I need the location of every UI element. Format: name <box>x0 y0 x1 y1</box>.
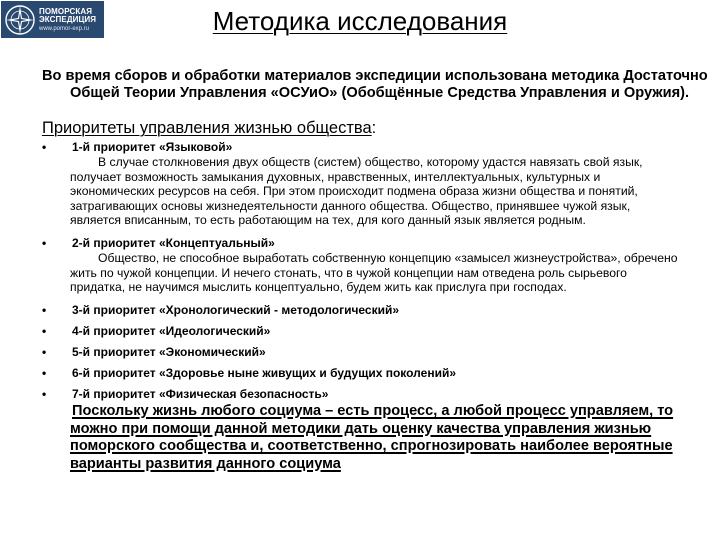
list-item <box>42 302 682 318</box>
list-item <box>42 344 682 360</box>
bullet-icon: • <box>42 235 47 250</box>
priority-label: 6-й приоритет «Здоровье ныне живущих и будущих поколений» <box>72 365 456 380</box>
priority-description: Общество, не способное выработать собственную концепцию «замысел жизнеустройства», обречено жить по чужой концепции. И нечего стонать, что в чужой концепции нам отведена роль сырьевого придатка, не научимся мыслить концептуально, будем жить как прислуга при господах. <box>70 250 678 295</box>
list-item <box>42 139 682 155</box>
priority-label: 1-й приоритет «Языковой» <box>72 140 233 154</box>
bullet-icon: • <box>42 365 47 380</box>
logo-line-2: ЭКСПЕДИЦИЯ <box>39 14 97 24</box>
list-item <box>42 365 682 381</box>
list-item <box>42 386 682 402</box>
priority-description: В случае столкновения двух обществ (систем) общество, которому удастся навязать свой язык, получает возможность замыкания духовных, нравственных, интеллектуальных, культурных и экономических ресурсов на себя. При этом происходит подмена образа жизни общества и понятий, затрагивающих основы жизнедеятельности данного общества. Общество, принявшее чужой язык, является вписанным, то есть работающим на тех, для кого данный язык является родным. <box>70 155 643 228</box>
logo-url: www.pomor-exp.ru <box>39 25 90 32</box>
bullet-icon: • <box>42 323 47 338</box>
bullet-icon: • <box>42 302 47 317</box>
page-title: Методика исследования <box>212 6 508 36</box>
priority-label: 7-й приоритет «Физическая безопасность» <box>72 386 329 401</box>
priority-label: 2-й приоритет «Концептуальный» <box>72 235 275 250</box>
conclusion-paragraph: Поскольку жизнь любого социума – есть процесс, а любой процесс управляем, то можно при помощи данной методики дать оценку качества управления жизнью поморского сообщества и, соответственно, спрогнозировать наиболее вероятные варианты развития данного социума <box>70 403 674 472</box>
priorities-heading-text: Приоритеты управления жизнью общества <box>42 119 372 137</box>
bullet-icon: • <box>42 140 47 154</box>
priorities-heading <box>42 119 376 138</box>
logo-line-1: ПОМОРСКАЯ <box>39 6 93 16</box>
list-item <box>42 323 682 339</box>
priorities-heading-colon: : <box>371 119 377 137</box>
priority-label: 3-й приоритет «Хронологический - методологический» <box>72 302 400 317</box>
priority-label: 5-й приоритет «Экономический» <box>72 344 266 359</box>
intro-paragraph: Во время сборов и обработки материалов экспедиции использована методика Достаточно Общей Теории Управления «ОСУиО» (Обобщённые Средства Управления и Оружия). <box>42 68 708 101</box>
bullet-icon: • <box>42 386 47 401</box>
priorities-list <box>42 139 682 402</box>
bullet-icon: • <box>42 344 47 359</box>
list-item <box>42 235 682 251</box>
priority-label: 4-й приоритет «Идеологический» <box>72 323 271 338</box>
